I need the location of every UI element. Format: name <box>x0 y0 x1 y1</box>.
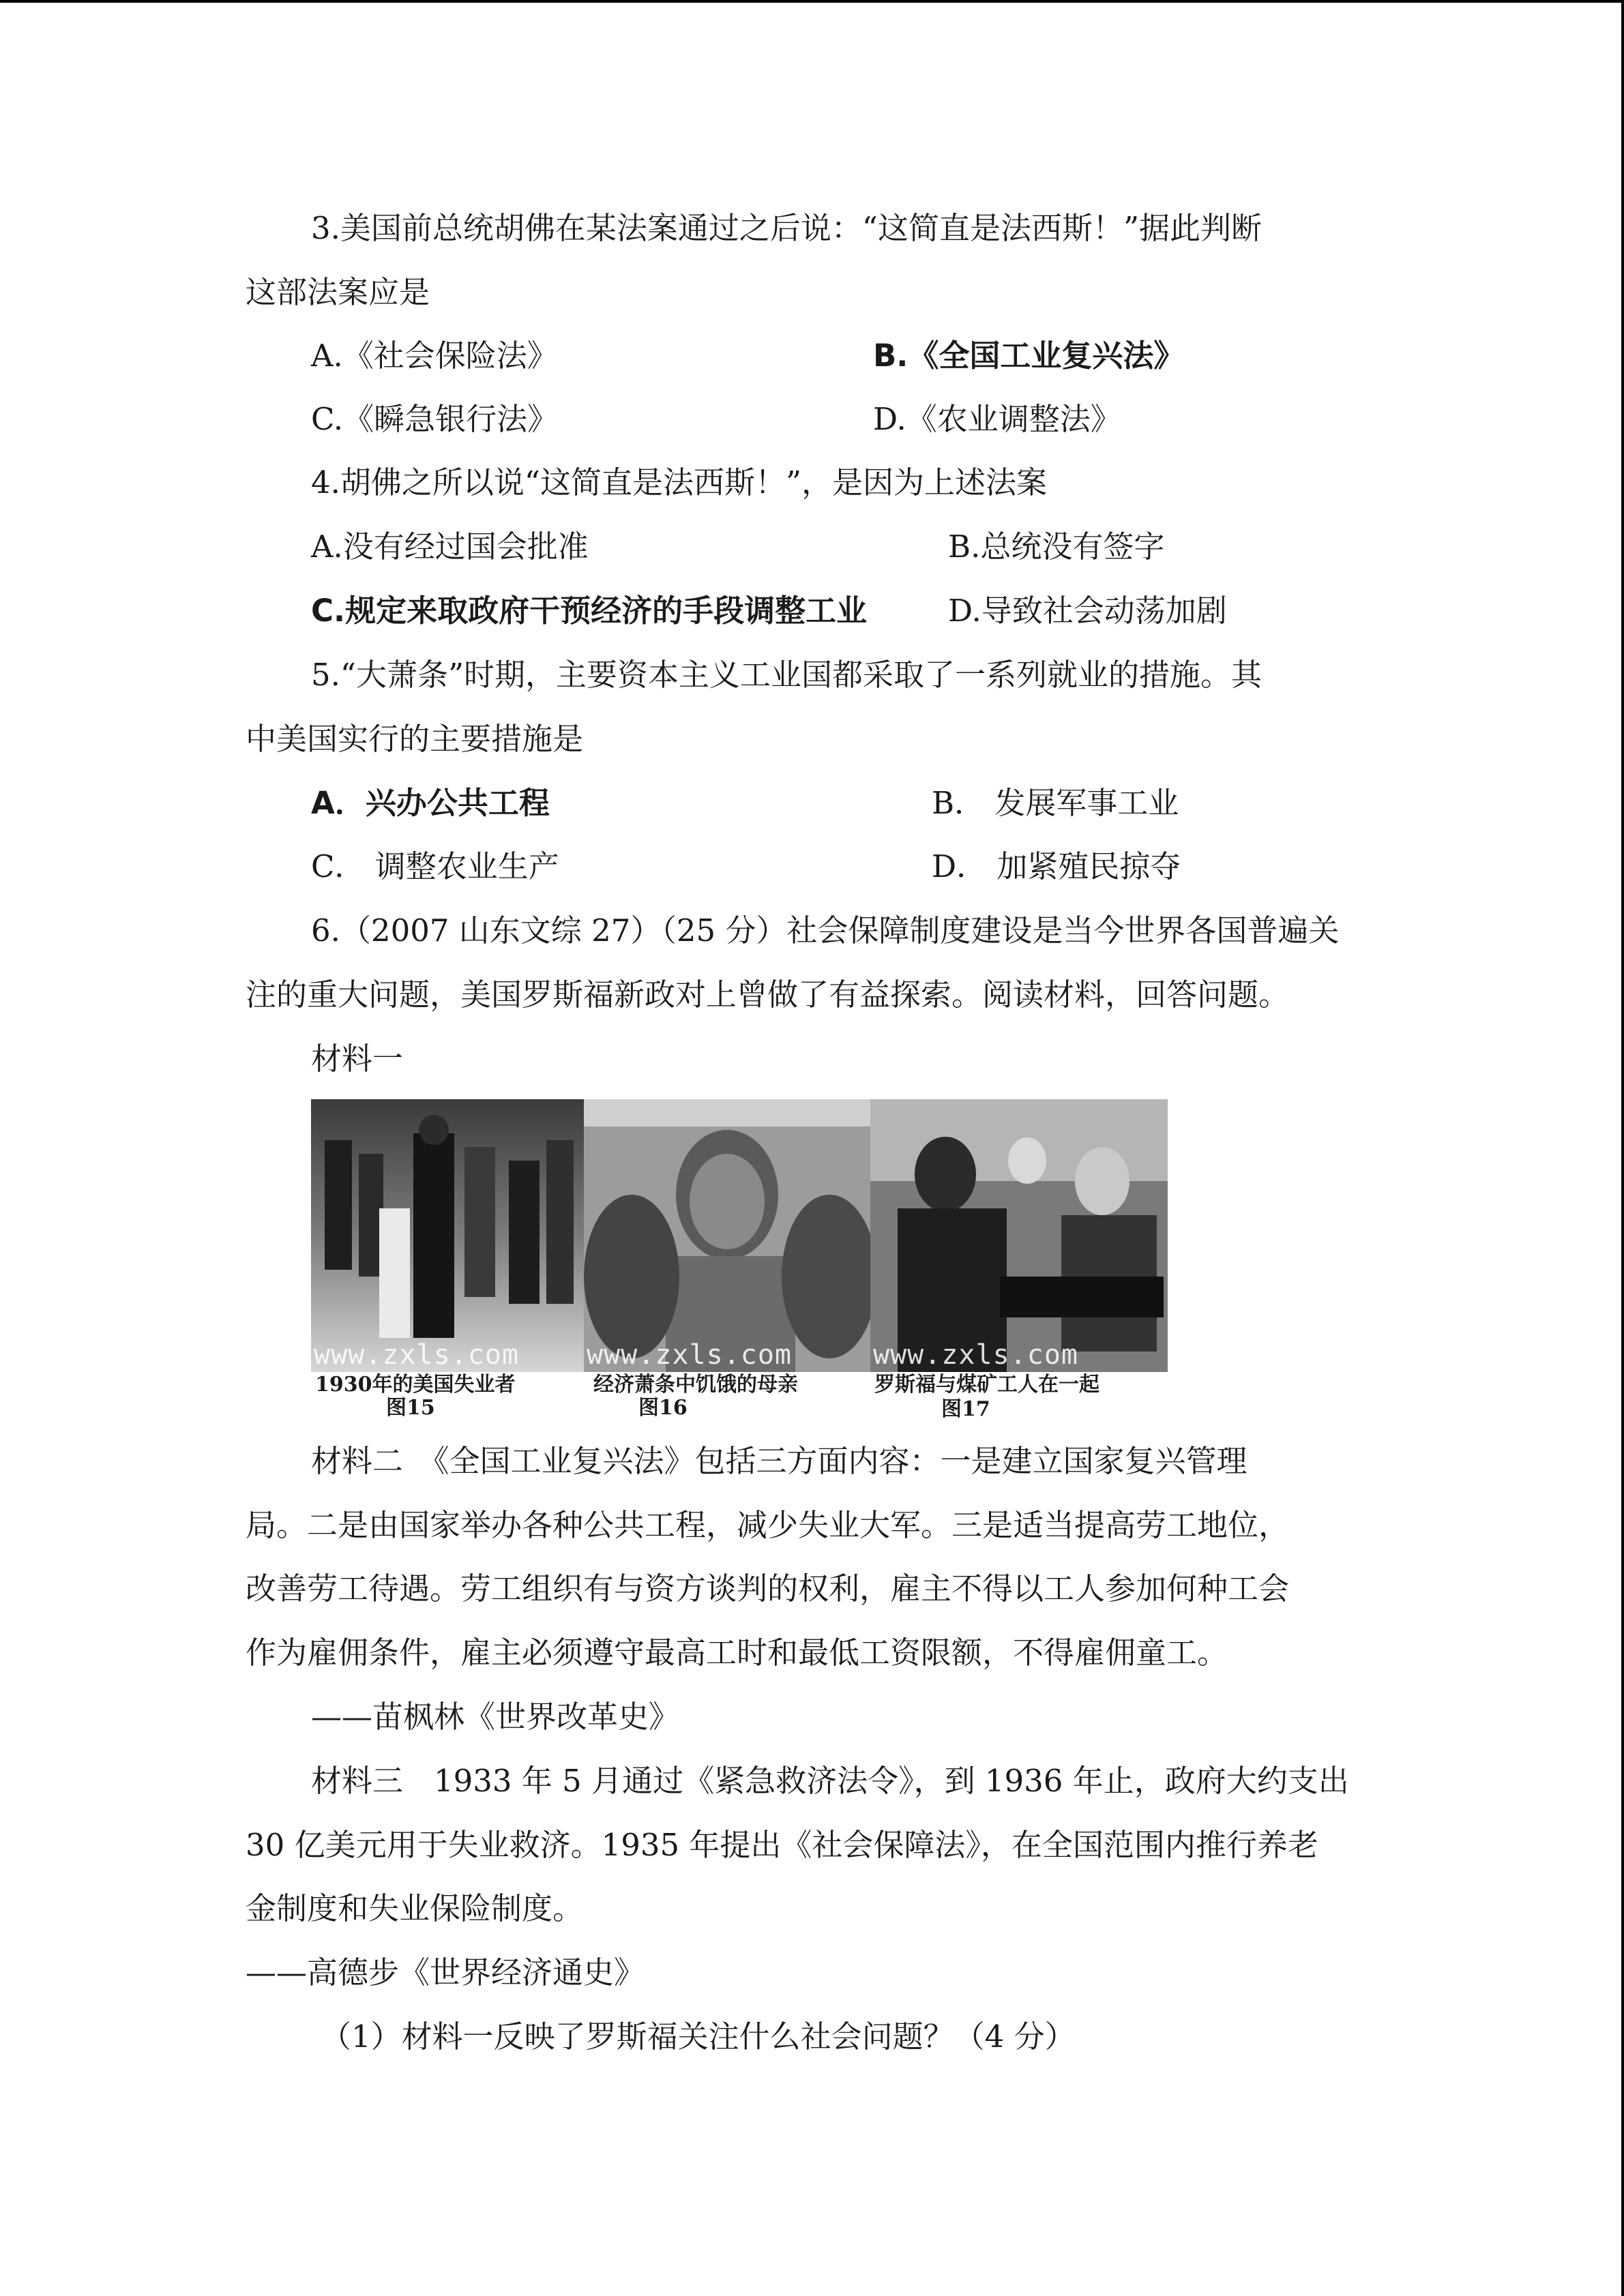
figure16-number: 图16 <box>638 1396 688 1420</box>
figure17-caption: 罗斯福与煤矿工人在一起 <box>874 1373 1099 1397</box>
photo-roosevelt-miners <box>870 1099 1168 1372</box>
figure17-number: 图17 <box>941 1397 990 1421</box>
figure15-number: 图15 <box>386 1396 435 1420</box>
material2-line4: 作为雇佣条件，雇主必须遵守最高工时和最低工资限额，不得雇佣童工。 <box>246 1635 1228 1671</box>
q4-option-a: A.没有经过国会批准 <box>311 528 589 565</box>
material2-line3: 改善劳工待遇。劳工组织有与资方谈判的权利，雇主不得以工人参加何种工会 <box>246 1570 1290 1607</box>
q3-stem-line2: 这部法案应是 <box>246 274 430 310</box>
photo-mother-image <box>584 1099 870 1372</box>
photo-hungry-mother <box>584 1099 870 1372</box>
q3-option-b: B.《全国工业复兴法》 <box>873 338 1185 374</box>
figure15-caption: 1930年的美国失业者 <box>315 1373 516 1397</box>
q6-stem-line1: 6.（2007 山东文综 27）（25 分）社会保障制度建设是当今世界各国普遍关 <box>311 912 1340 949</box>
material3-line2: 30 亿美元用于失业救济。1935 年提出《社会保障法》，在全国范围内推行养老 <box>246 1827 1318 1863</box>
photo-roosevelt-image <box>870 1099 1168 1372</box>
material1-label: 材料一 <box>311 1041 404 1077</box>
q4-option-b: B.总统没有签字 <box>948 528 1165 565</box>
q6-subquestion-1: （1）材料一反映了罗斯福关注什么社会问题？（4 分） <box>321 2018 1076 2055</box>
material3-line1: 材料三 1933 年 5 月通过《紧急救济法令》，到 1936 年止，政府大约支出 <box>311 1763 1349 1799</box>
photo-unemployed-image <box>311 1099 584 1372</box>
material3-line3: 金制度和失业保险制度。 <box>246 1890 584 1926</box>
q3-option-c: C.《瞬急银行法》 <box>311 401 559 437</box>
photo-unemployed-1930 <box>311 1099 584 1372</box>
q5-option-a: A．兴办公共工程 <box>311 785 550 821</box>
material1-photo-strip <box>311 1099 1168 1372</box>
q5-stem-line1: 5.“大萧条”时期，主要资本主义工业国都采取了一系列就业的措施。其 <box>311 657 1262 693</box>
q5-option-b: B． 发展军事工业 <box>932 785 1179 821</box>
figure16-caption: 经济萧条中饥饿的母亲 <box>593 1373 798 1397</box>
q6-stem-line2: 注的重大问题，美国罗斯福新政对上曾做了有益探索。阅读材料，回答问题。 <box>246 976 1290 1013</box>
material2-line1: 材料二 《全国工业复兴法》包括三方面内容：一是建立国家复兴管理 <box>311 1443 1247 1479</box>
material2-line2: 局。二是由国家举办各种公共工程，减少失业大军。三是适当提高劳工地位， <box>246 1507 1290 1543</box>
photo-watermark: www.zxls.com <box>314 1339 519 1371</box>
q5-option-d: D． 加紧殖民掠夺 <box>932 848 1181 884</box>
q4-stem: 4.胡佛之所以说“这简直是法西斯！”，是因为上述法案 <box>311 464 1047 501</box>
q5-stem-line2: 中美国实行的主要措施是 <box>246 721 584 757</box>
q4-option-d: D.导致社会动荡加剧 <box>948 593 1227 629</box>
photo-watermark: www.zxls.com <box>873 1339 1078 1371</box>
q3-option-d: D.《农业调整法》 <box>873 401 1121 437</box>
q3-option-a: A.《社会保险法》 <box>311 338 558 374</box>
q4-option-c: C.规定来取政府干预经济的手段调整工业 <box>311 593 868 629</box>
q3-stem-line1: 3.美国前总统胡佛在某法案通过之后说：“这简直是法西斯！”据此判断 <box>311 210 1262 246</box>
material2-source: ——苗枫林《世界改革史》 <box>311 1699 680 1735</box>
q5-option-c: C． 调整农业生产 <box>311 848 559 884</box>
photo-watermark: www.zxls.com <box>587 1339 792 1371</box>
material3-source: ——高德步《世界经济通史》 <box>246 1954 645 1991</box>
page-top-border <box>0 0 1624 3</box>
page-right-border <box>1621 0 1624 2296</box>
